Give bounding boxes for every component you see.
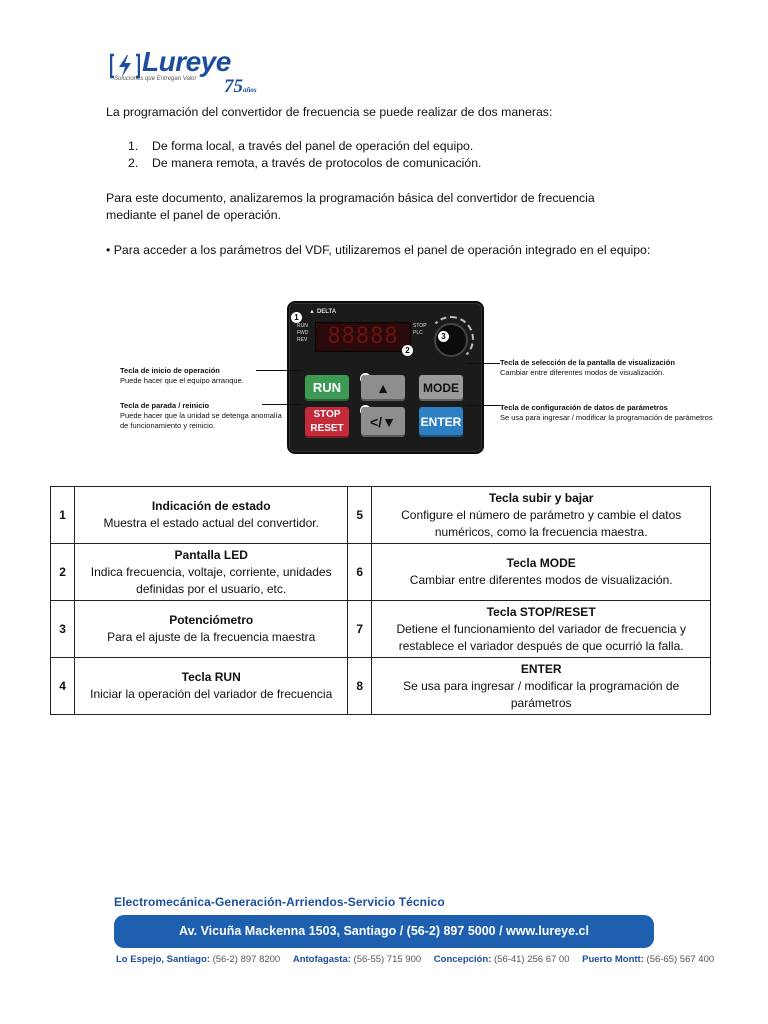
callout-badge: 1 <box>291 312 302 323</box>
table-row: 3 Potenciómetro Para el ajuste de la frecuencia maestra 7 Tecla STOP/RESET Detiene el funcionamiento del variador de frecuencia y restablece el variador después de que ocurrió la falla. <box>51 601 711 658</box>
leader-line <box>262 404 302 405</box>
mode-key[interactable]: MODE <box>419 375 463 401</box>
footer-services: Electromecánica-Generación-Arriendos-Servicio Técnico <box>114 895 445 909</box>
anniversary-mark: 75años <box>224 76 257 97</box>
list-item: 2. De manera remota, a través de protocolos de comunicación. <box>128 156 482 170</box>
methods-list <box>128 138 648 172</box>
run-key[interactable]: RUN <box>305 375 349 401</box>
leader-line <box>256 370 302 371</box>
enter-key[interactable]: ENTER <box>419 407 463 437</box>
footer-address-bar: Av. Vicuña Mackenna 1503, Santiago / (56-2) 897 5000 / www.lureye.cl <box>114 915 654 948</box>
parts-table <box>50 486 711 715</box>
stop-reset-key[interactable]: STOP RESET <box>305 407 349 438</box>
led-display: 88888 <box>315 322 411 352</box>
down-arrow-key[interactable]: </▼ <box>361 407 405 437</box>
callout-enter: Tecla de configuración de datos de parámetros Se usa para ingresar / modificar la programación de parámetros <box>500 403 713 422</box>
paragraph-document-scope: Para este documento, analizaremos la programación básica del convertidor de frecuencia mediante el panel de operación. <box>106 191 595 222</box>
logo-tagline: Soluciones que Entregan Valor <box>114 76 197 82</box>
list-item: 1. De forma local, a través del panel de operación del equipo. <box>128 139 474 153</box>
paragraph-access-parameters: • Para acceder a los parámetros del VDF, utilizaremos el panel de operación integrado en el equipo: <box>106 243 651 257</box>
callout-run: Tecla de inicio de operación Puede hacer que el equipo arranque. <box>120 366 244 385</box>
callout-mode: Tecla de selección de la pantalla de visualización Cambiar entre diferentes modos de visualización. <box>500 358 675 377</box>
callout-badge: 2 <box>402 345 413 356</box>
keypad-panel <box>287 301 484 454</box>
status-led-labels-right: STOP PLC <box>413 323 427 336</box>
callout-stop-reset: Tecla de parada / reinicio Puede hacer que la unidad se detenga anomalía de funcionamiento y reinicio. <box>120 401 282 430</box>
table-row: 4 Tecla RUN Iniciar la operación del variador de frecuencia 8 ENTER Se usa para ingresar / modificar la programación de parámetros <box>51 658 711 715</box>
table-row: 2 Pantalla LED Indica frecuencia, voltaje, corriente, unidades definidas por el usuario, etc. 6 Tecla MODE Cambiar entre diferentes modos de visualización. <box>51 544 711 601</box>
callout-badge: 3 <box>438 331 449 342</box>
intro-text: La programación del convertidor de frecuencia se puede realizar de dos maneras: <box>106 105 553 119</box>
leader-line <box>466 363 500 364</box>
up-arrow-key[interactable]: ▲ <box>361 375 405 401</box>
status-led-labels: RUN FWD REV <box>297 323 309 343</box>
leader-line <box>466 405 500 406</box>
company-logo <box>110 46 270 98</box>
logo-wordmark: Lureye <box>142 46 231 77</box>
footer-offices: Lo Espejo, Santiago: (56-2) 897 8200 Antofagasta: (56-55) 715 900 Concepción: (56-41) 256 67 00 Puerto Montt: (56-65) 567 400 <box>116 954 715 965</box>
keypad-brand: ▲ DELTA <box>309 309 336 315</box>
table-row: 1 Indicación de estado Muestra el estado actual del convertidor. 5 Tecla subir y bajar Configure el número de parámetro y cambie el datos numéricos, como la frecuencia maestra. <box>51 487 711 544</box>
